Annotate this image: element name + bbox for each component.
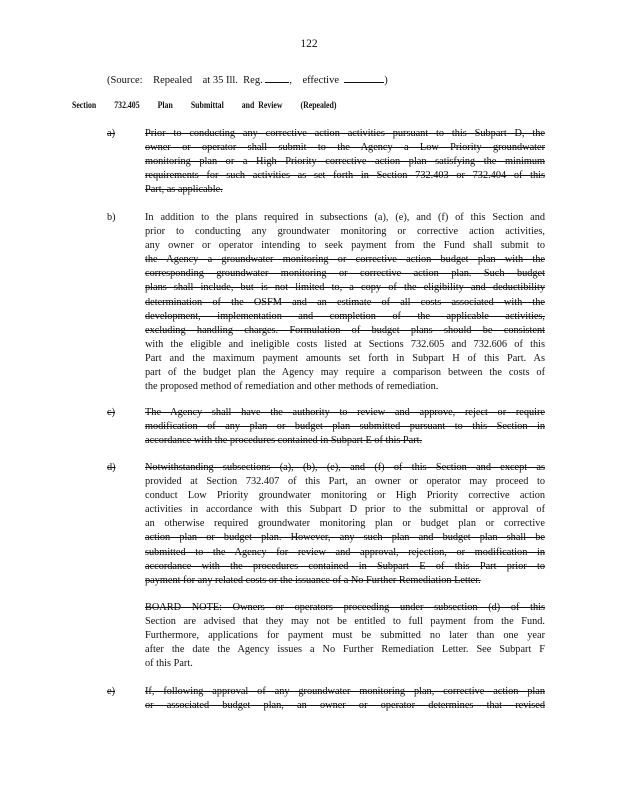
paragraph-b-body [145,211,545,394]
paragraph-d-line: provided at Section 732.407 of this Part, an owner or operator may proceed to [145,476,545,488]
paragraph-a-line: monitoring plan or a High Priority corrective action plan satisfying the minimum [145,156,545,168]
paragraph-e-label: e) [107,686,115,697]
section-heading [72,101,354,111]
paragraph-d-line: payment for any related costs or the issuance of a No Further Remediation Letter. [145,574,481,586]
paragraph-b-line: determination of the OSFM and an estimate of all costs associated with the [145,296,545,308]
paragraph-a-line: Prior to conducting any corrective action activities pursuant to this Subpart D, the [145,128,545,139]
paragraph-b-line: corresponding groundwater monitoring or corrective action plan. Such budget [145,268,545,280]
paragraph-d-line: activities in accordance with this Subpart D prior to the submittal or approval of [145,504,545,516]
paragraph-a-body [145,127,545,197]
board-note-line: after the date the Agency issues a No Further Remediation Letter. See Subpart F [145,644,545,656]
paragraph-d-line: accordance with the procedures contained in Subpart E of this Part prior to [145,560,545,572]
paragraph-c-line: accordance with the procedures contained in Subpart E of this Part. [145,435,423,447]
paragraph-d-line: conduct Low Priority groundwater monitoring or High Priority corrective action [145,490,545,502]
paragraph-a-line: owner or operator shall submit to the Agency a Low Priority groundwater [145,142,545,154]
paragraph-e-line: If, following approval of any groundwater monitoring plan, corrective action plan [145,686,545,697]
paragraph-b-line: part of the budget plan the Agency may require a comparison between the costs of [145,367,545,379]
section-title-repealed: (Repealed) [300,101,337,111]
board-note [145,601,545,671]
section-title-submittal: Submittal [190,101,224,111]
paragraph-b-line: development, implementation and completion of the applicable activities, [145,310,545,322]
source-suffix: ) [384,75,388,86]
paragraph-b-line: the Agency a groundwater monitoring or corrective action budget plan with the [145,254,545,266]
section-number: 732.405 [114,101,140,111]
board-note-line: Furthermore, applications for payment must be submitted no later than one year [145,630,545,642]
paragraph-b-line: In addition to the plans required in subsections (a), (e), and (f) of this Section and [145,212,545,223]
paragraph-b-line: the proposed method of remediation and other methods of remediation. [145,381,439,393]
paragraph-b-line: excluding handling charges. Formulation of budget plans should be consistent [145,324,545,336]
paragraph-e-body [145,685,545,713]
paragraph-e-line: or associated budget plan, an owner or operator determines that revised [145,700,545,712]
paragraph-b-label: b) [107,212,116,223]
paragraph-d-body [145,461,545,588]
paragraph-c-label: c) [107,407,115,418]
paragraph-d-line: submitted to the Agency for review and approval, rejection, or modification in [145,546,545,558]
paragraph-a-label: a) [107,128,115,139]
paragraph-b-line: Part and the maximum payment amounts set forth in Subpart H of this Part. As [145,352,545,364]
paragraph-d-line: Notwithstanding subsections (a), (b), (e), and (f) of this Section and except as [145,462,545,473]
paragraph-c-body [145,406,545,448]
section-title-review: and Review [241,101,283,111]
board-note-line: Section are advised that they may not be entitled to full payment from the Fund. [145,616,545,628]
paragraph-d-line: an otherwise required groundwater monitoring plan or budget plan or corrective [145,518,545,530]
paragraph-b-line: any owner or operator intending to seek payment from the Fund shall submit to [145,240,545,252]
paragraph-a-line: requirements for such activities as set forth in Section 732.403 or 732.404 of this [145,170,545,182]
paragraph-d-line: action plan or budget plan. However, any such plan and budget plan shall be [145,532,545,544]
paragraph-a-line: Part, as applicable. [145,184,223,196]
section-word: Section [72,101,97,111]
paragraph-d-label: d) [107,462,116,473]
paragraph-b-line: with the eligible and ineligible costs listed at Sections 732.605 and 732.606 of this [145,338,545,350]
source-middle: , effective [289,75,339,86]
source-line [107,72,388,86]
board-note-line: BOARD NOTE: Owners or operators proceeding under subsection (d) of this [145,602,545,613]
page-number: 122 [300,38,318,50]
paragraph-c-line: modification of any plan or budget plan submitted pursuant to this Section in [145,421,545,433]
board-note-line: of this Part. [145,658,193,670]
source-prefix: (Source: Repealed at 35 Ill. Reg. [107,75,263,86]
source-blank-register [265,72,289,83]
section-title-plan: Plan [157,101,173,111]
source-blank-date [344,72,384,83]
paragraph-b-line: prior to conducting any groundwater monitoring or corrective action activities, [145,226,545,238]
paragraph-b-line: plans shall include, but is not limited to, a copy of the eligibility and deductibility [145,282,545,294]
paragraph-c-line: The Agency shall have the authority to review and approve, reject or require [145,407,545,418]
